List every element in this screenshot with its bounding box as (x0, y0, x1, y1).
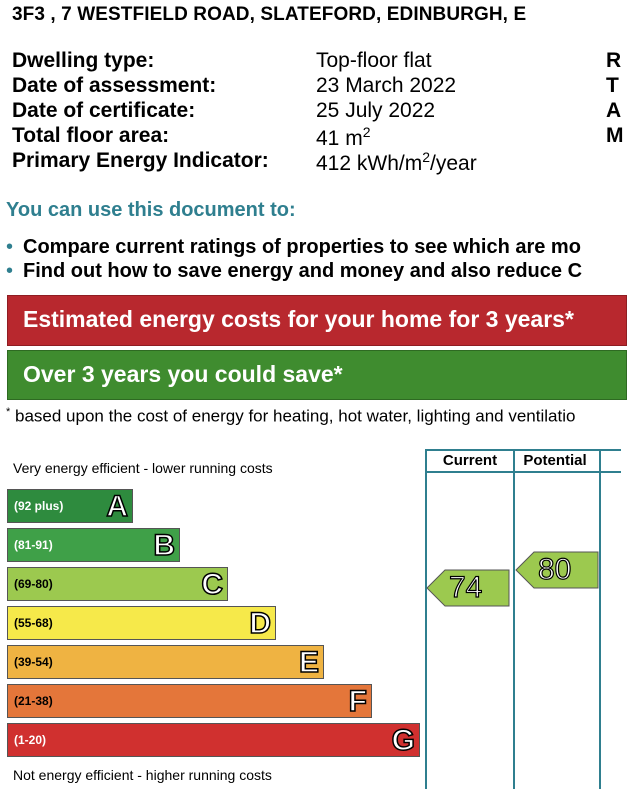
band-range: (1-20) (14, 733, 47, 747)
band-letter: F (348, 685, 367, 718)
column-top-rule (425, 449, 621, 451)
band-range: (81-91) (14, 538, 53, 552)
column-divider (513, 449, 515, 789)
floor-area-label: Total floor area: (12, 124, 170, 147)
band-letter: C (201, 568, 223, 601)
band-range: (39-54) (14, 655, 53, 669)
dwelling-type-value: Top-floor flat (316, 49, 432, 72)
certificate-date-value: 25 July 2022 (316, 99, 436, 122)
assessment-date-value: 23 March 2022 (316, 74, 457, 97)
column-divider (599, 449, 601, 789)
band-range: (92 plus) (14, 499, 64, 513)
potential-rating-value: 80 (538, 553, 572, 586)
band-letter: A (106, 490, 128, 523)
efficient-note: Very energy efficient - lower running costs (13, 460, 273, 476)
assessment-date-label: Date of assessment: (12, 74, 217, 97)
potential-column-header: Potential (523, 452, 587, 469)
current-rating-arrow (427, 570, 509, 606)
bullet-item: • Compare current ratings of properties to see which are mo (6, 236, 581, 258)
certificate-date-label: Date of certificate: (12, 99, 196, 122)
truncated-label-a: A (606, 99, 622, 122)
band-range: (69-80) (14, 577, 53, 591)
truncated-label-t: T (606, 74, 619, 97)
energy-cost-banner: Estimated energy costs for your home for 3 years* (7, 295, 627, 346)
band-letter: E (298, 646, 319, 679)
energy-indicator-label: Primary Energy Indicator: (12, 149, 269, 172)
rating-band-a (7, 489, 133, 523)
energy-indicator-value: 412 kWh/$m^2$/year (316, 149, 477, 175)
footnote: * based upon the cost of energy for heating, hot water, lighting and ventilatio (6, 406, 576, 426)
current-rating-value: 74 (449, 571, 483, 604)
rating-band-d (7, 606, 276, 640)
floor-area-value: 41 $m^2$ (316, 124, 371, 150)
use-document-heading: You can use this document to: (6, 199, 296, 221)
band-range: (55-68) (14, 616, 53, 630)
dwelling-type-label: Dwelling type: (12, 49, 155, 72)
column-header-rule (425, 471, 621, 473)
potential-rating-arrow (516, 552, 598, 588)
inefficient-note: Not energy efficient - higher running costs (13, 767, 272, 783)
rating-band-e (7, 645, 324, 679)
rating-band-c (7, 567, 228, 601)
property-address: 3F3 , 7 WESTFIELD ROAD, SLATEFORD, EDINBURGH, E (12, 4, 527, 25)
truncated-label-r: R (606, 49, 622, 72)
column-divider (425, 449, 427, 789)
band-range: (21-38) (14, 694, 53, 708)
band-letter: D (249, 607, 271, 640)
rating-band-g (7, 723, 420, 757)
rating-band-f (7, 684, 372, 718)
band-letter: G (391, 724, 415, 757)
current-column-header: Current (442, 452, 498, 469)
rating-band-b (7, 528, 180, 562)
savings-banner: Over 3 years you could save* (7, 350, 627, 400)
truncated-label-m: M (606, 124, 624, 147)
bullet-item: • Find out how to save energy and money and also reduce C (6, 260, 583, 282)
band-letter: B (153, 529, 175, 562)
